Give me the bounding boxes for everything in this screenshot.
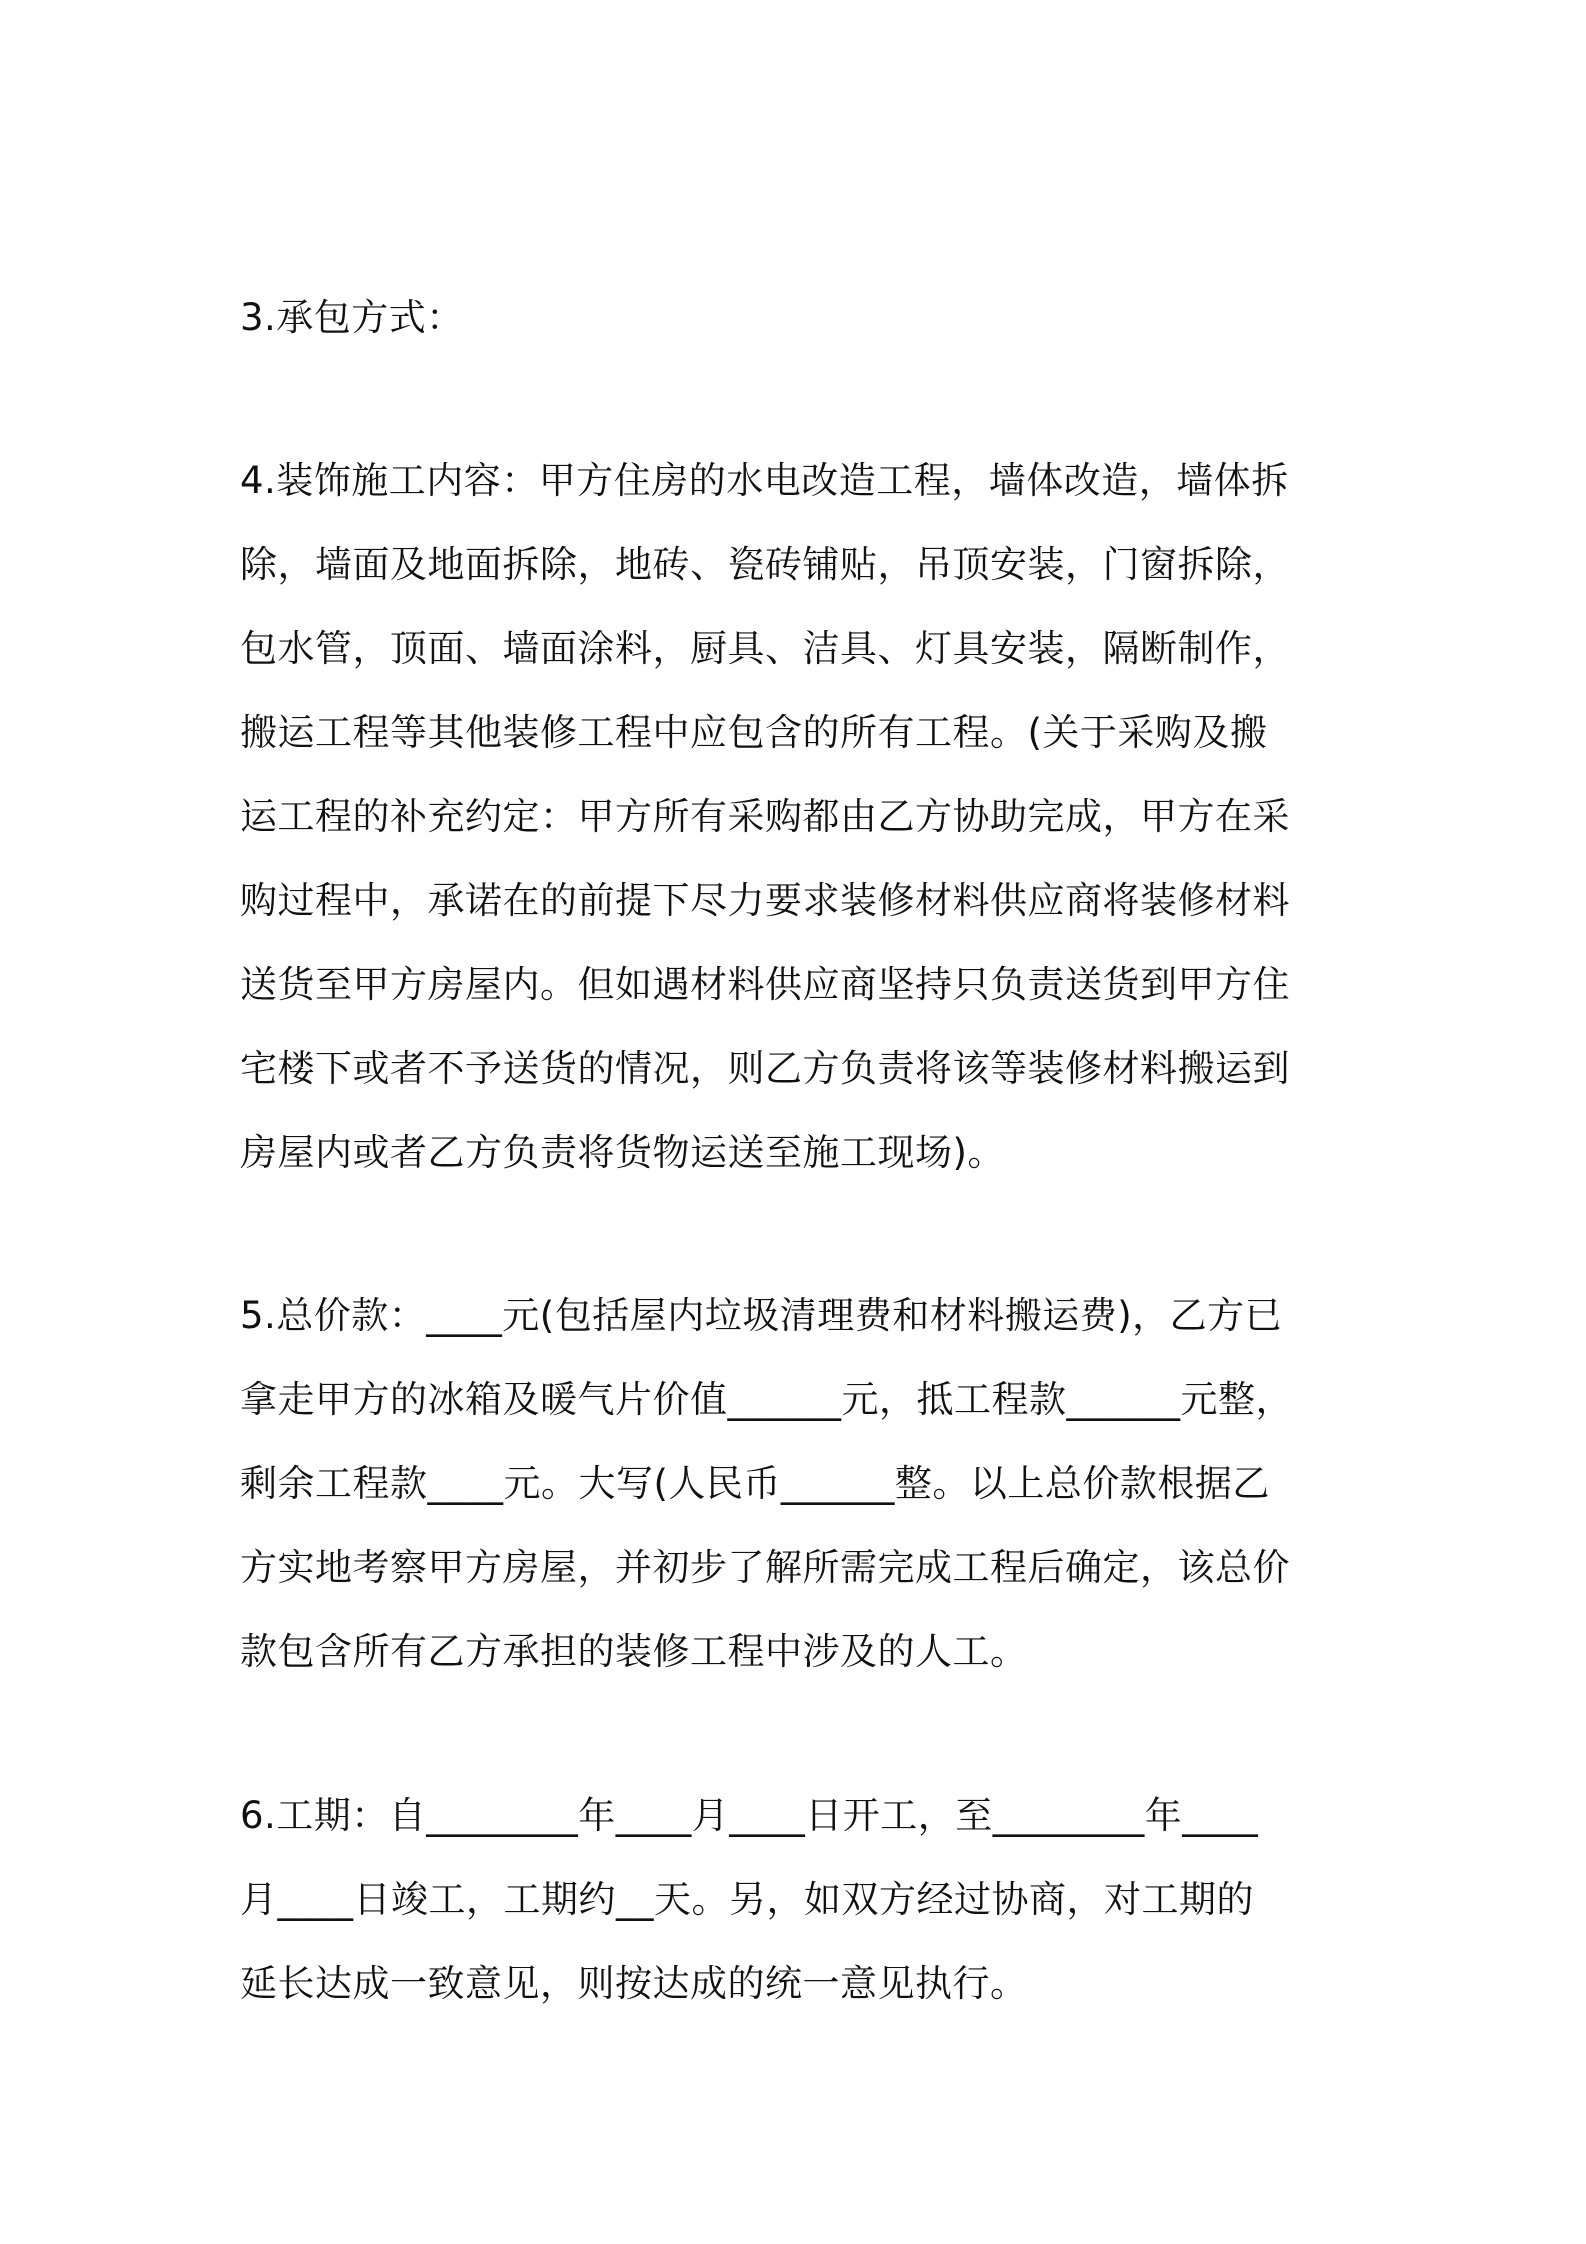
section-5-line-5: 款包含所有乙方承担的装修工程中涉及的人工。 xyxy=(240,1630,1028,1673)
section-4-line-8: 宅楼下或者不予送货的情况，则乙方负责将该等装修材料搬运到 xyxy=(240,1047,1290,1090)
section-5-line-4: 方实地考察甲方房屋，并初步了解所需完成工程后确定，该总价 xyxy=(240,1546,1290,1589)
section-4-line-6: 购过程中，承诺在的前提下尽力要求装修材料供应商将装修材料 xyxy=(240,879,1290,922)
section-6-line-1: 6.工期：自________年____月____日开工，至________年____ xyxy=(240,1794,1259,1837)
section-4-line-5: 运工程的补充约定：甲方所有采购都由乙方协助完成，甲方在采 xyxy=(240,795,1290,838)
section-6-line-2: 月____日竣工，工期约__天。另，如双方经过协商，对工期的 xyxy=(240,1878,1254,1921)
section-4-line-3: 包水管，顶面、墙面涂料，厨具、洁具、灯具安装，隔断制作， xyxy=(240,627,1290,670)
section-6-line-3: 延长达成一致意见，则按达成的统一意见执行。 xyxy=(240,1962,1028,2005)
section-4-line-2: 除，墙面及地面拆除，地砖、瓷砖铺贴，吊顶安装，门窗拆除， xyxy=(240,543,1290,586)
section-5-line-3: 剩余工程款____元。大写(人民币______整。以上总价款根据乙 xyxy=(240,1462,1270,1505)
section-4-line-9: 房屋内或者乙方负责将货物运送至施工现场)。 xyxy=(240,1131,1005,1174)
section-5-line-2: 拿走甲方的冰箱及暖气片价值______元，抵工程款______元整， xyxy=(240,1378,1293,1421)
section-4-line-4: 搬运工程等其他装修工程中应包含的所有工程。(关于采购及搬 xyxy=(240,711,1268,754)
section-3-line-1: 3.承包方式： xyxy=(240,296,464,339)
section-5-line-1: 5.总价款：____元(包括屋内垃圾清理费和材料搬运费)，乙方已 xyxy=(240,1294,1283,1337)
section-4-line-7: 送货至甲方房屋内。但如遇材料供应商坚持只负责送货到甲方住 xyxy=(240,963,1290,1006)
section-4-line-1: 4.装饰施工内容：甲方住房的水电改造工程，墙体改造，墙体拆 xyxy=(240,459,1289,502)
